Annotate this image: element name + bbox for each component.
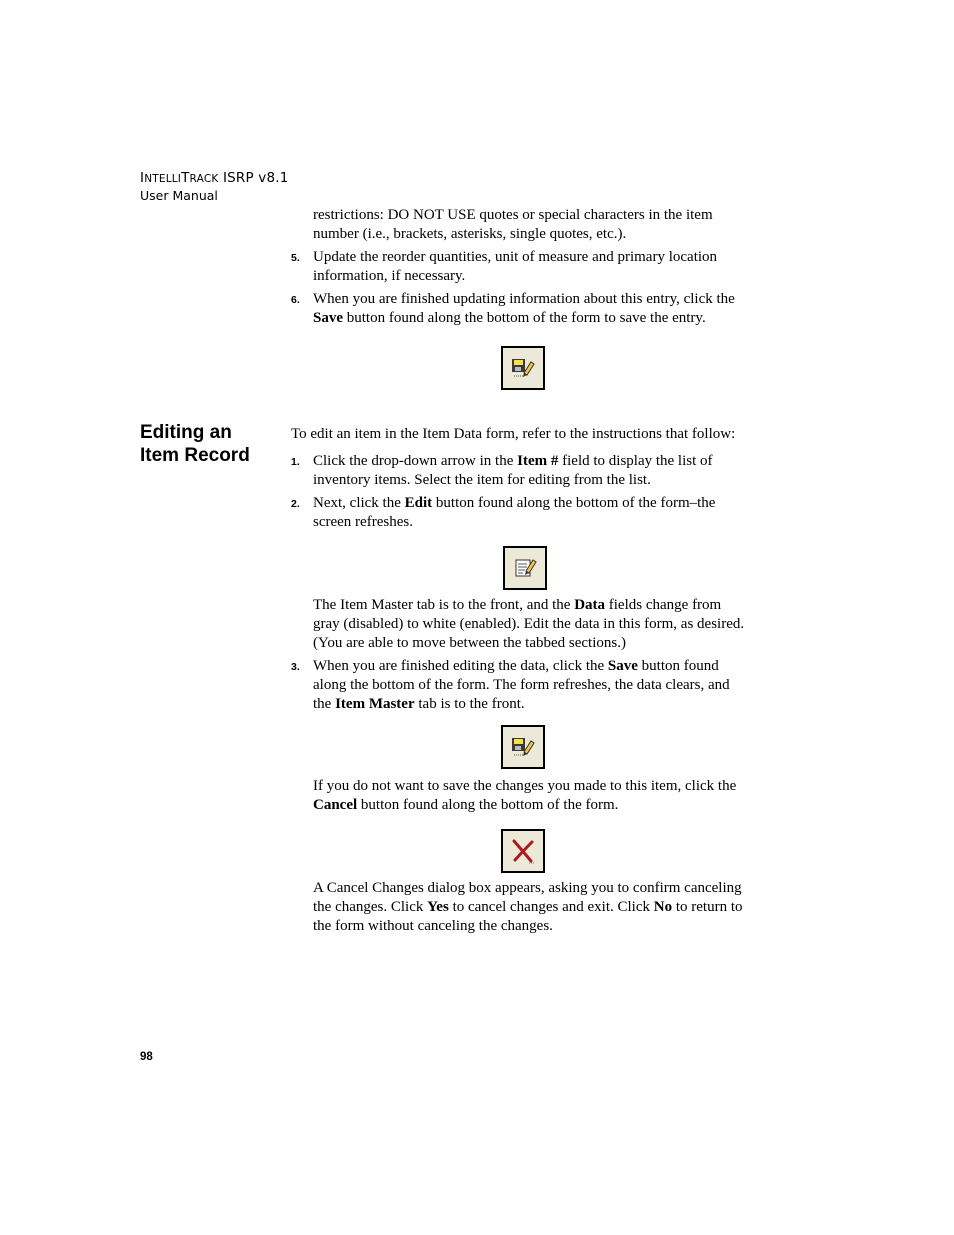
paragraph-item-master: The Item Master tab is to the front, and the Data fields change from gray (disabled) to white (enabled). Edit the data in this form, as desired. (You are able to move between the tabbed sections.) [313,597,745,651]
section-intro: To edit an item in the Item Data form, refer to the instructions that follow: [291,426,736,442]
edit-icon [503,546,547,590]
step-6-text: When you are finished updating information about this entry, click the Save button found along the bottom of the form to save the entry. [313,291,735,326]
save-icon [501,725,545,769]
step-number: 3. [291,661,300,673]
section-heading: Editing an Item Record [140,422,250,466]
step-2-text: Next, click the Edit button found along the bottom of the form–the screen refreshes. [313,495,716,530]
page-number: 98 [140,1051,153,1063]
step-number: 2. [291,498,300,510]
step-number: 1. [291,456,300,468]
step-number: 5. [291,252,300,264]
save-icon [501,346,545,390]
paragraph-cancel-dialog: A Cancel Changes dialog box appears, asking you to confirm canceling the changes. Click Yes to cancel changes and exit. Click No to return to the form without canceling the changes. [313,880,743,934]
running-header-subtitle: User Manual [140,188,218,203]
cancel-icon [501,829,545,873]
step-number: 6. [291,294,300,306]
step-1-text: Click the drop-down arrow in the Item # field to display the list of inventory items. Select the item for editing from the list. [313,453,713,488]
paragraph-cancel: If you do not want to save the changes you made to this item, click the Cancel button found along the bottom of the form. [313,778,737,813]
running-header-title: INTELLITRACK ISRP v8.1 [140,170,289,186]
continued-paragraph: restrictions: DO NOT USE quotes or special characters in the item number (i.e., brackets, asterisks, single quotes, etc.). [313,207,713,242]
step-5-text: Update the reorder quantities, unit of measure and primary location information, if necessary. [313,249,718,284]
step-3-text: When you are finished editing the data, click the Save button found along the bottom of the form. The form refreshes, the data clears, and the Item Master tab is to the front. [313,658,730,712]
